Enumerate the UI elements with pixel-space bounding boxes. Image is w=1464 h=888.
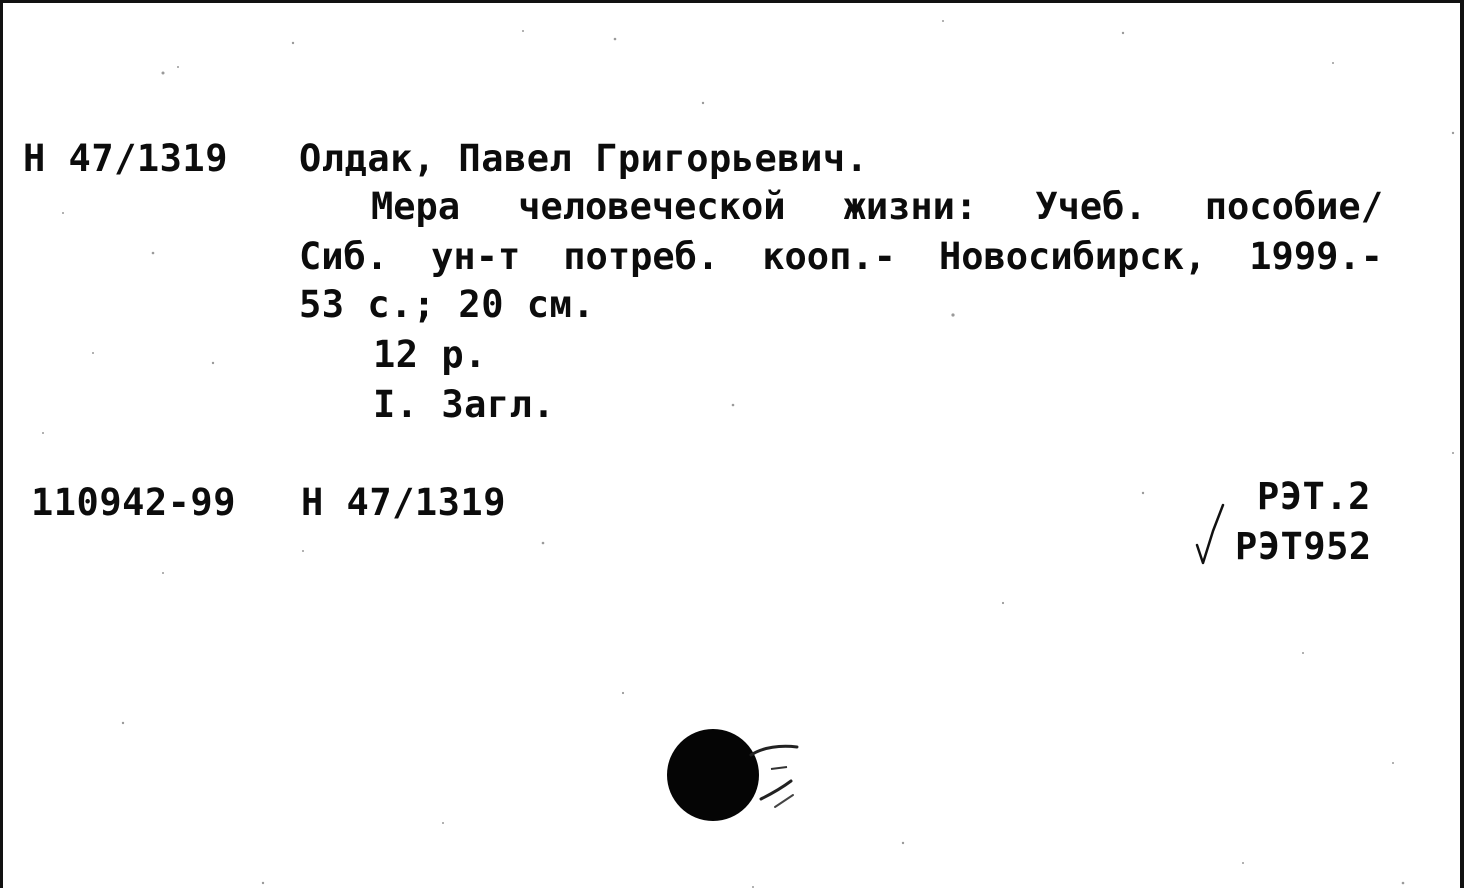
description-line-1 xyxy=(371,187,1383,227)
description-word: Новосибирск, xyxy=(938,235,1207,278)
classification-code-2: РЭТ952 xyxy=(1235,525,1372,568)
classification-code-1: РЭТ.2 xyxy=(1257,475,1371,518)
description-word: 1999.- xyxy=(1249,235,1383,278)
description-word: пособие/ xyxy=(1204,185,1383,228)
description-word: кооп.- xyxy=(762,235,896,278)
description-word: Учеб. xyxy=(1035,185,1147,228)
description-line-2 xyxy=(299,237,1383,277)
inventory-number: 110942-99 xyxy=(31,481,236,524)
author-heading: Олдак, Павел Григорьевич. xyxy=(299,137,869,180)
call-number: Н 47/1319 xyxy=(23,137,228,180)
physical-description: 53 с.; 20 см. xyxy=(299,283,596,326)
handwritten-check-mark xyxy=(1191,501,1227,567)
description-word: ун-т xyxy=(431,235,521,278)
punch-hole xyxy=(663,721,813,831)
description-word: человеческой xyxy=(518,185,786,228)
call-number-repeat: Н 47/1319 xyxy=(301,481,506,524)
description-word: жизни: xyxy=(843,185,978,228)
tracing: I. Загл. xyxy=(373,383,556,426)
price: 12 р. xyxy=(373,333,487,376)
description-word: Сиб. xyxy=(299,235,389,278)
description-word: Мера xyxy=(371,185,461,228)
description-word: потреб. xyxy=(563,235,720,278)
